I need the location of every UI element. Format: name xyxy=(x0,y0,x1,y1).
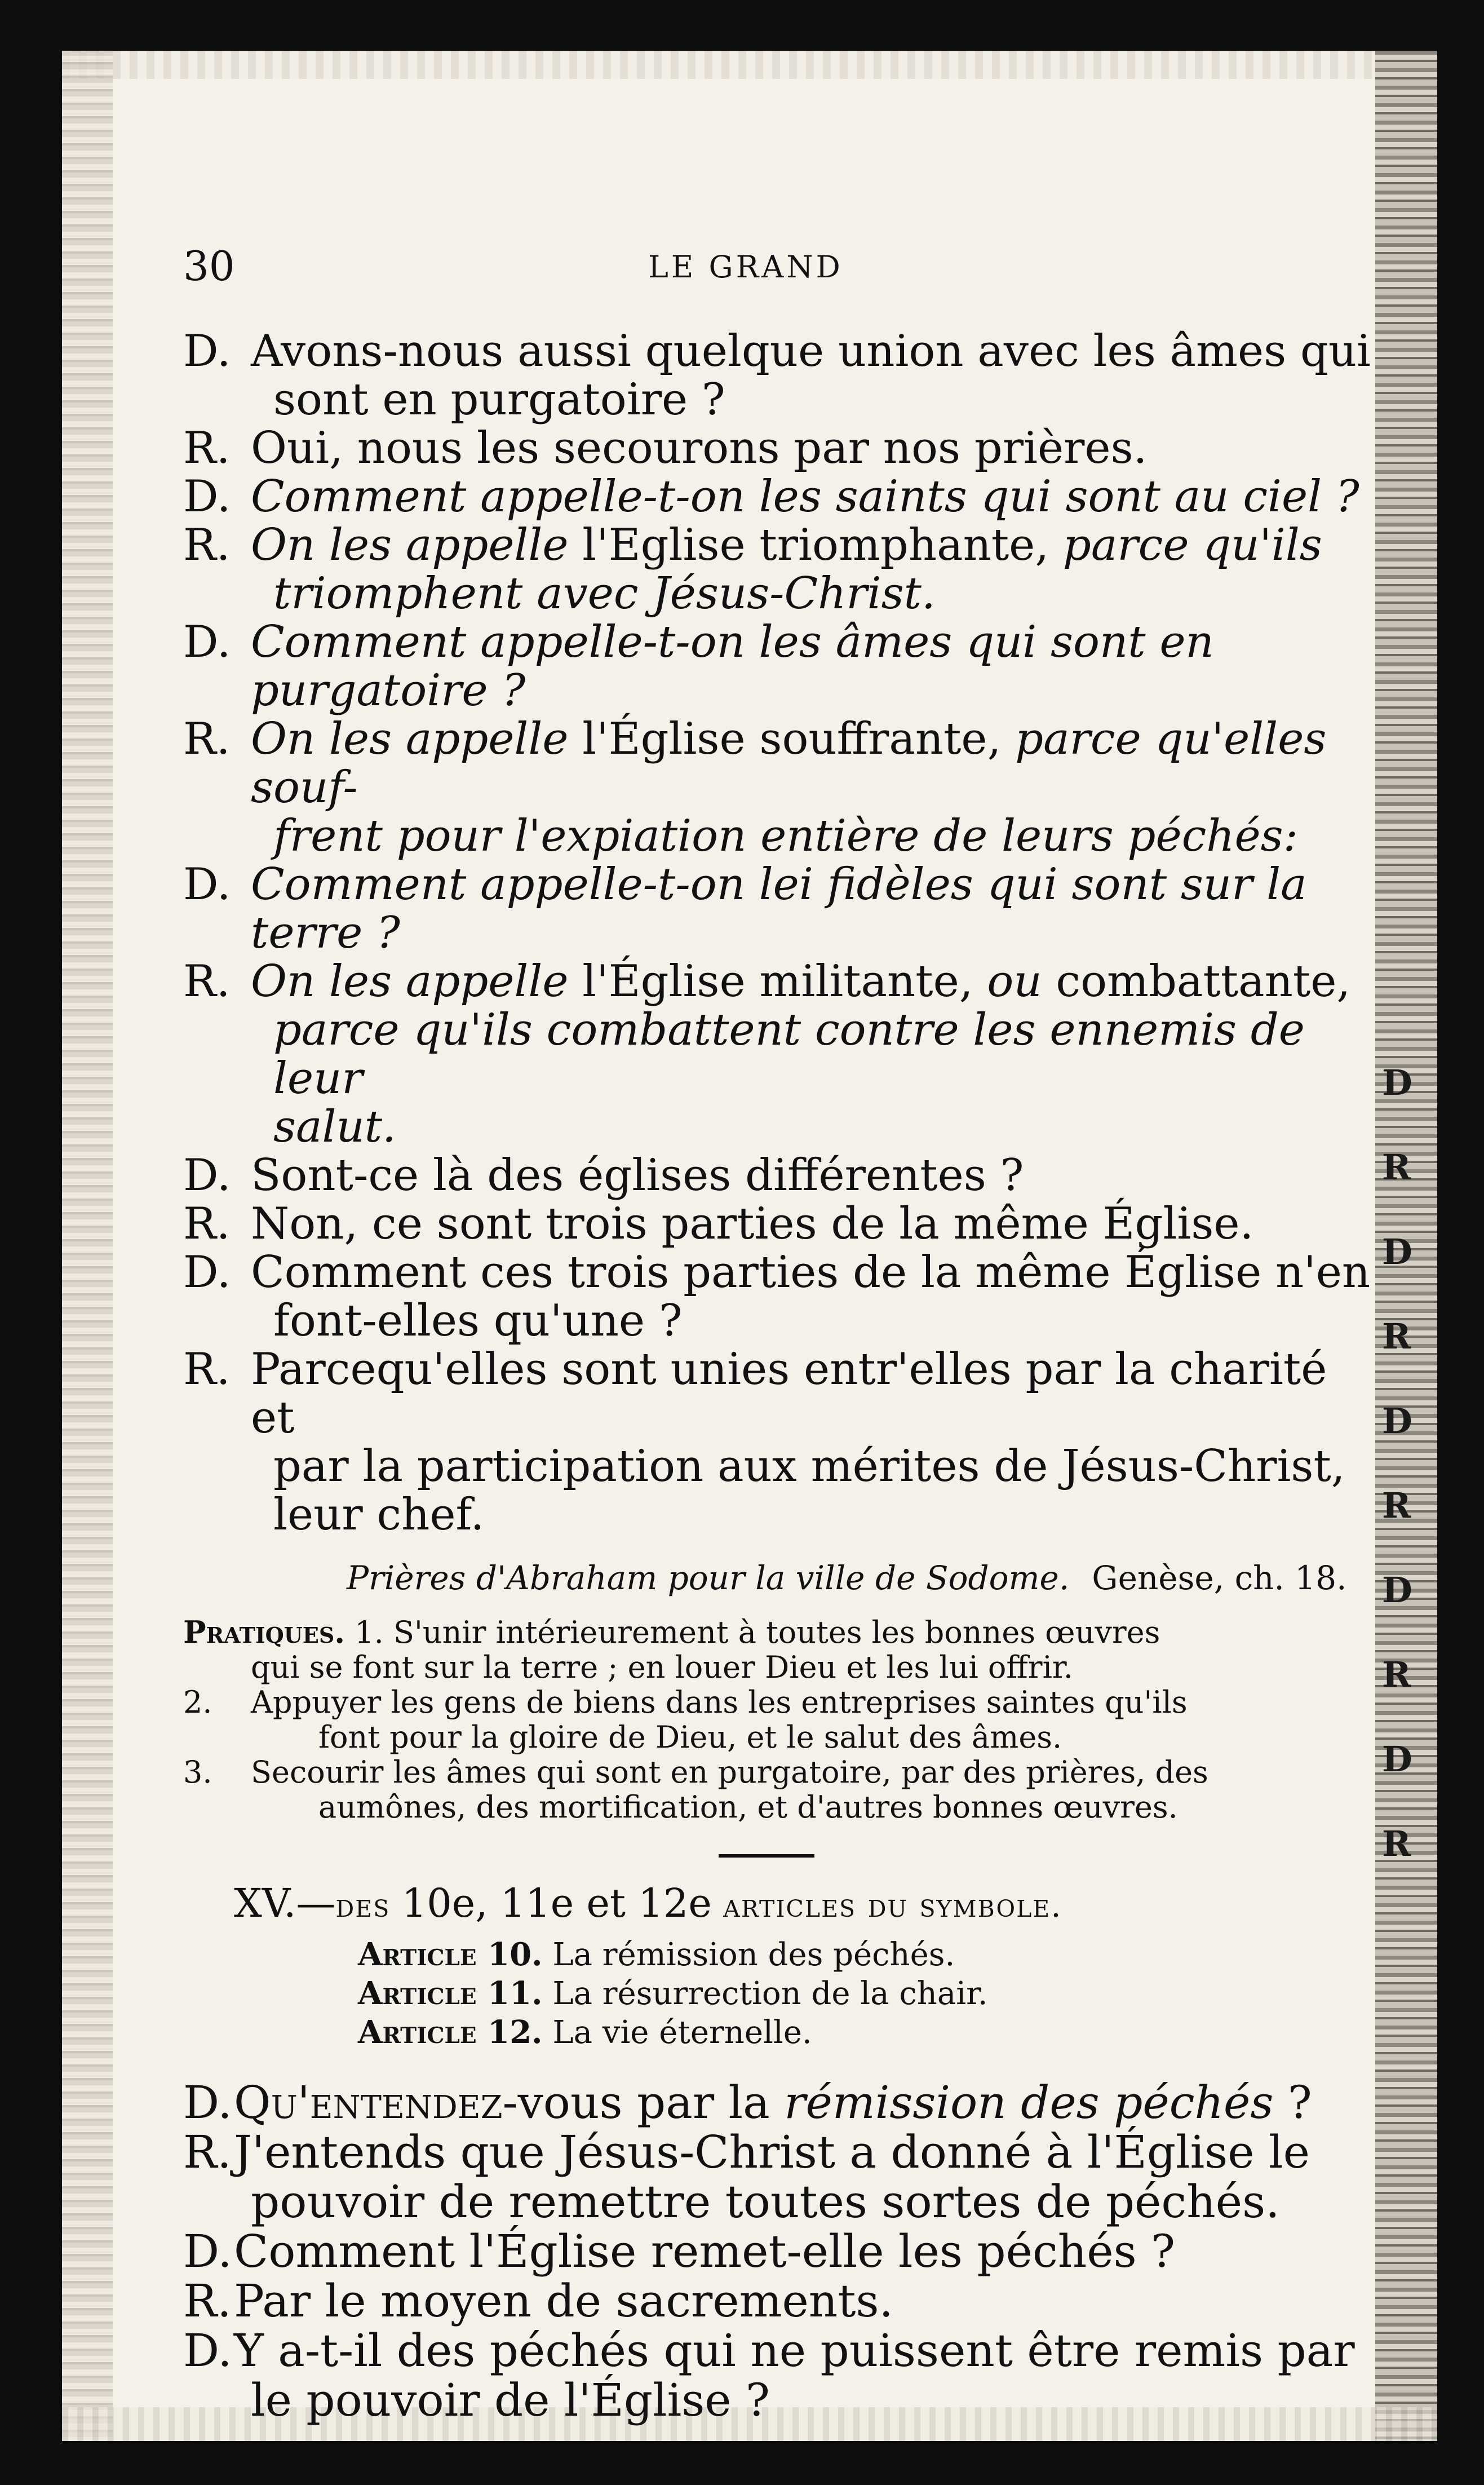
qa-item xyxy=(183,2326,1384,2425)
qa-item xyxy=(183,2276,1384,2326)
section-heading xyxy=(183,1878,1384,1931)
qa-text: l'Église souffrante, xyxy=(568,714,1016,764)
article-label: Article 11. xyxy=(358,1975,543,2012)
qa-text: Par le moyen de sacrements. xyxy=(234,2275,893,2327)
qa-item xyxy=(183,715,1384,860)
qa-text: Non, ce sont trois parties de la même Église. xyxy=(251,1199,1254,1249)
edge-letter: R xyxy=(1382,1485,1411,1526)
pratique-text: font pour la gloire de Dieu, et le salut des âmes. xyxy=(318,1719,1062,1755)
pratique-text: Appuyer les gens de biens dans les entreprises saintes qu'ils xyxy=(251,1684,1188,1720)
article-text: La rémission des péchés. xyxy=(552,1936,955,1973)
qa-text: Qu'entendez xyxy=(234,2076,503,2129)
qa-text: font-elles qu'une ? xyxy=(273,1295,683,1346)
article-item xyxy=(358,1974,1384,2013)
qa-label: R. xyxy=(183,956,231,1007)
section-divider xyxy=(719,1854,814,1858)
qa-label: D. xyxy=(183,2225,232,2278)
qa-label: R. xyxy=(183,2275,232,2327)
qa-label: R. xyxy=(183,2126,232,2178)
qa-item xyxy=(183,1200,1384,1248)
page-content xyxy=(183,242,1384,2425)
qa-text: Comment appelle-t-on les saints qui sont au ciel ? xyxy=(251,471,1359,522)
qa-text: Parcequ'elles sont unies entr'elles par la charité et xyxy=(251,1344,1327,1443)
qa-text: On les appelle xyxy=(251,520,569,571)
qa-item xyxy=(183,327,1384,424)
qa-label: R. xyxy=(183,714,231,764)
edge-letter: R xyxy=(1382,1147,1411,1188)
qa-label: D. xyxy=(183,471,231,522)
qa-label: D. xyxy=(183,617,231,667)
article-text: La vie éternelle. xyxy=(552,2014,812,2051)
qa-text: leur chef. xyxy=(273,1489,485,1540)
qa-label: D. xyxy=(183,2076,232,2129)
qa-item xyxy=(183,1248,1384,1345)
qa-item xyxy=(183,424,1384,472)
qa-text: combattante, xyxy=(1042,956,1351,1007)
qa-label: D. xyxy=(183,1247,231,1298)
article-label: Article 12. xyxy=(358,2014,543,2051)
qa-label: D. xyxy=(183,2324,232,2377)
qa-text: triomphent avec Jésus-Christ. xyxy=(273,568,936,619)
catechism-qa-section-xv xyxy=(183,2078,1384,2425)
qa-text: parce qu'ils xyxy=(1062,520,1322,571)
edge-letter: R xyxy=(1382,1654,1411,1695)
qa-text: Comment ces trois parties de la même Église n'en xyxy=(251,1247,1371,1298)
qa-text: On les appelle xyxy=(251,956,569,1007)
qa-item xyxy=(183,472,1384,521)
qa-label: R. xyxy=(183,520,231,571)
qa-text: sont en purgatoire ? xyxy=(273,374,725,425)
section-heading-text: 10e, 11e et 12e xyxy=(401,1880,712,1926)
qa-text: Comment appelle-t-on les âmes qui sont en purgatoire ? xyxy=(251,617,1214,716)
article-item xyxy=(358,1935,1384,1974)
qa-text: Sont-ce là des églises différentes ? xyxy=(251,1150,1024,1201)
qa-text: parce qu'elles souf- xyxy=(251,714,1327,813)
qa-item xyxy=(183,2078,1384,2128)
article-item xyxy=(358,2013,1384,2052)
page-top-edge xyxy=(62,51,1437,79)
pratique-number: 2. xyxy=(183,1684,212,1720)
qa-item xyxy=(183,957,1384,1151)
edge-letter: R xyxy=(1382,1823,1411,1864)
edge-letter: R xyxy=(1382,1316,1411,1357)
article-text: La résurrection de la chair. xyxy=(552,1975,988,2012)
edge-letter: D xyxy=(1382,1569,1412,1611)
edge-letter: D xyxy=(1382,1400,1412,1442)
pratique-text: S'unir intérieurement à toutes les bonnes œuvres xyxy=(393,1615,1160,1650)
section-number: XV.— xyxy=(234,1880,336,1926)
adjacent-page-letters xyxy=(1382,1062,1427,1911)
qa-text: salut. xyxy=(273,1102,396,1152)
scripture-citation xyxy=(183,1558,1384,1598)
catechism-qa xyxy=(183,327,1384,1539)
qa-item xyxy=(183,1345,1384,1539)
qa-item xyxy=(183,1151,1384,1200)
edge-letter: D xyxy=(1382,1231,1412,1272)
qa-text: l'Eglise triomphante, xyxy=(568,520,1063,571)
qa-text: frent pour l'expiation entière de leurs péchés: xyxy=(273,811,1298,861)
qa-item xyxy=(183,860,1384,957)
qa-label: D. xyxy=(183,326,231,377)
qa-text: Comment l'Église remet-elle les péchés ? xyxy=(234,2225,1175,2278)
edge-letter: D xyxy=(1382,1739,1412,1780)
qa-label: D. xyxy=(183,1150,231,1201)
qa-text: par la participation aux mérites de Jésus-Christ, xyxy=(273,1441,1345,1492)
qa-text: ou xyxy=(987,956,1042,1007)
section-heading-text: des xyxy=(335,1886,402,1925)
qa-text: -vous par la xyxy=(502,2076,785,2129)
pratiques-heading: Pratiques. xyxy=(183,1614,345,1650)
qa-text: l'Église militante, xyxy=(568,956,987,1007)
qa-text: Avons-nous aussi quelque union avec les âmes qui xyxy=(251,326,1371,377)
qa-text: On les appelle xyxy=(251,714,569,764)
section-heading-text: articles du symbole. xyxy=(711,1886,1062,1925)
qa-text: le pouvoir de l'Église ? xyxy=(251,2374,770,2426)
pratique-item xyxy=(183,1755,1384,1825)
qa-text: parce qu'ils combattent contre les ennemis de leur xyxy=(273,1005,1305,1104)
page-header xyxy=(183,242,1384,327)
qa-item xyxy=(183,2128,1384,2227)
citation-reference: Genèse, ch. 18. xyxy=(1092,1559,1347,1597)
pratique-item xyxy=(183,1685,1384,1755)
pratique-item xyxy=(183,1615,1384,1685)
qa-text: Comment appelle-t-on lei fidèles qui sont sur la terre ? xyxy=(251,859,1307,958)
pratique-text: qui se font sur la terre ; en louer Dieu et les lui offrir. xyxy=(251,1650,1073,1685)
qa-item xyxy=(183,2227,1384,2276)
pratique-number: 3. xyxy=(183,1754,212,1790)
qa-text: J'entends que Jésus-Christ a donné à l'Église le xyxy=(234,2126,1310,2178)
pratique-text: Secourir les âmes qui sont en purgatoire, par des prières, des xyxy=(251,1754,1208,1790)
qa-item xyxy=(183,618,1384,715)
qa-text: Y a-t-il des péchés qui ne puissent être remis par xyxy=(234,2324,1355,2377)
qa-text: ? xyxy=(1273,2076,1312,2129)
qa-label: R. xyxy=(183,423,231,474)
qa-text: Oui, nous les secourons par nos prières. xyxy=(251,423,1148,474)
pratiques-block xyxy=(183,1615,1384,1825)
citation-text: Prières d'Abraham pour la ville de Sodome. xyxy=(347,1559,1070,1597)
qa-item xyxy=(183,521,1384,618)
articles-list xyxy=(183,1935,1384,2052)
qa-text: rémission des péchés xyxy=(784,2076,1274,2129)
pratique-number: 1. xyxy=(355,1615,384,1650)
article-label: Article 10. xyxy=(358,1936,543,1973)
running-head: LE GRAND xyxy=(648,249,843,285)
qa-label: R. xyxy=(183,1199,231,1249)
qa-label: D. xyxy=(183,859,231,910)
page-left-edge xyxy=(62,51,113,2441)
pratique-text: aumônes, des mortification, et d'autres bonnes œuvres. xyxy=(318,1789,1178,1825)
qa-text: pouvoir de remettre toutes sortes de péchés. xyxy=(251,2176,1280,2228)
page-number: 30 xyxy=(183,242,235,290)
qa-label: R. xyxy=(183,1344,231,1395)
edge-letter: D xyxy=(1382,1062,1412,1103)
